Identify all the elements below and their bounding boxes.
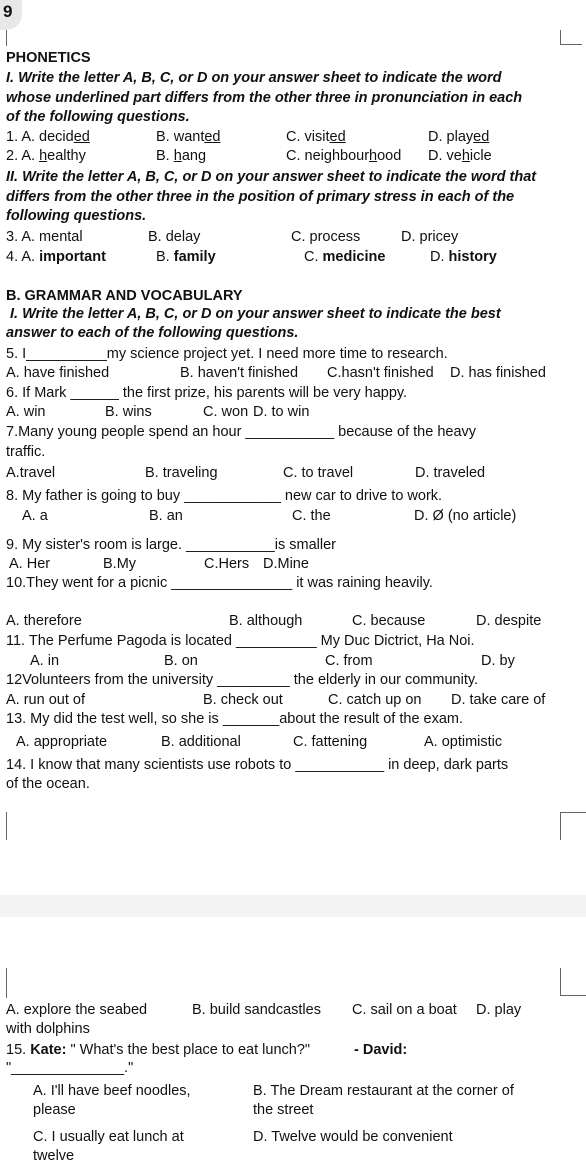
instruction-line: following questions. — [6, 208, 147, 224]
q15-option-a-cont: please — [33, 1102, 76, 1118]
q12-option-b: B. check out — [203, 692, 283, 708]
q5-option-c: C.hasn't finished — [327, 365, 434, 381]
q3-option-d: D. pricey — [401, 229, 459, 245]
instruction-line: I. Write the letter A, B, C, or D on your answer sheet to indicate the best — [6, 306, 501, 322]
q6-option-a: A. win — [6, 404, 46, 420]
q4-option-c: C. medicine — [304, 249, 386, 265]
q8-option-a: A. a — [22, 508, 48, 524]
instruction-line: I. Write the letter A, B, C, or D on your answer sheet to indicate the word — [6, 70, 502, 86]
q14-stem: 14. I know that many scientists use robots to ___________ in deep, dark parts — [6, 757, 509, 773]
instruction-line: differs from the other three in the position of primary stress in each of the — [6, 189, 515, 205]
q1-option-b: B. wanted — [156, 129, 221, 145]
q9-option-b: B.My — [103, 556, 137, 572]
q15-option-c: C. I usually eat lunch at — [33, 1129, 184, 1145]
q2-option-a: 2. A. healthy — [6, 148, 86, 164]
q5-option-b: B. haven't finished — [180, 365, 299, 381]
q15-blank: "______________." — [6, 1060, 134, 1076]
q12-option-d: D. take care of — [451, 692, 546, 708]
q12-option-c: C. catch up on — [328, 692, 422, 708]
q14-option-b: B. build sandcastles — [192, 1002, 321, 1018]
q9-option-c: C.Hers — [204, 556, 250, 572]
q14-option-a: A. explore the seabed — [6, 1002, 148, 1018]
q8-stem: 8. My father is going to buy ____________ new car to drive to work. — [6, 488, 443, 504]
q10-option-a: A. therefore — [6, 613, 82, 629]
instruction-line: whose underlined part differs from the other three in pronunciation in each — [6, 90, 523, 106]
q9-option-a: A. Her — [9, 556, 51, 572]
q11-stem: 11. The Perfume Pagoda is located __________ My Duc Dictrict, Ha Noi. — [6, 633, 475, 649]
q4-option-d: D. history — [430, 249, 497, 265]
q1-option-a: 1. A. decided — [6, 129, 90, 145]
q2-option-d: D. vehicle — [428, 148, 492, 164]
q2-option-c: C. neighbourhood — [286, 148, 402, 164]
q6-option-c: C. won — [203, 404, 249, 420]
instruction-line: answer to each of the following questions. — [6, 325, 299, 341]
q6-option-d: D. to win — [253, 404, 310, 420]
q1-option-d: D. played — [428, 129, 490, 145]
q15-reply: - David: — [354, 1042, 408, 1058]
instruction-line: II. Write the letter A, B, C, or D on your answer sheet to indicate the word that — [6, 169, 537, 185]
q5-option-d: D. has finished — [450, 365, 546, 381]
q7-option-d: D. traveled — [415, 465, 486, 481]
q14-option-d: D. play — [476, 1002, 522, 1018]
q5-stem: 5. I__________my science project yet. I need more time to research. — [6, 346, 448, 362]
q10-option-c: C. because — [352, 613, 426, 629]
q15-option-c-cont: twelve — [33, 1148, 75, 1164]
q8-option-c: C. the — [292, 508, 331, 524]
q13-stem: 13. My did the test well, so she is _______about the result of the exam. — [6, 711, 464, 727]
q15-option-b-cont: the street — [253, 1102, 314, 1118]
q10-option-b: B. although — [229, 613, 303, 629]
q11-option-a: A. in — [30, 653, 60, 669]
crop-mark-top-left — [6, 30, 7, 46]
crop-mark-top-right — [560, 30, 582, 45]
q8-option-b: B. an — [149, 508, 183, 524]
q7-option-c: C. to travel — [283, 465, 354, 481]
page-break — [0, 895, 586, 917]
q13-option-a: A. appropriate — [16, 734, 108, 750]
q11-option-b: B. on — [164, 653, 198, 669]
q5-option-a: A. have finished — [6, 365, 110, 381]
crop-mark-mid-left — [6, 812, 7, 840]
instruction-line: of the following questions. — [6, 109, 190, 125]
q9-option-d: D.Mine — [263, 556, 309, 572]
q11-option-d: D. by — [481, 653, 515, 669]
q1-option-c: C. visited — [286, 129, 346, 145]
q12-stem: 12Volunteers from the university _________ the elderly in our community. — [6, 672, 479, 688]
q15-stem: 15. Kate: " What's the best place to eat lunch?" — [6, 1042, 311, 1058]
q14-option-c: C. sail on a boat — [352, 1002, 457, 1018]
q13-option-d: A. optimistic — [424, 734, 503, 750]
section-title-phonetics: PHONETICS — [6, 50, 91, 66]
q7-option-a: A.travel — [6, 465, 56, 481]
q10-stem: 10.They went for a picnic _______________ it was raining heavily. — [6, 575, 433, 591]
q3-option-c: C. process — [291, 229, 361, 245]
q12-option-a: A. run out of — [6, 692, 85, 708]
q8-option-d: D. Ø (no article) — [414, 508, 517, 524]
q9-stem: 9. My sister's room is large. ___________is smaller — [6, 537, 336, 553]
q6-option-b: B. wins — [105, 404, 152, 420]
q4-option-a: 4. A. important — [6, 249, 106, 265]
q4-option-b: B. family — [156, 249, 216, 265]
q15-option-d: D. Twelve would be convenient — [253, 1129, 453, 1145]
q7-stem-cont: traffic. — [6, 444, 46, 460]
crop-mark-low-left — [6, 968, 7, 998]
q2-option-b: B. hang — [156, 148, 207, 164]
q3-option-a: 3. A. mental — [6, 229, 83, 245]
section-title-grammar: B. GRAMMAR AND VOCABULARY — [6, 288, 243, 304]
q6-stem: 6. If Mark ______ the first prize, his parents will be very happy. — [6, 385, 408, 401]
q15-option-b: B. The Dream restaurant at the corner of — [253, 1083, 514, 1099]
page-number: 9 — [3, 2, 13, 21]
q14-stem-cont: of the ocean. — [6, 776, 90, 792]
crop-mark-mid-right — [560, 812, 586, 840]
crop-mark-low-right — [560, 968, 586, 996]
q3-option-b: B. delay — [148, 229, 201, 245]
q10-option-d: D. despite — [476, 613, 542, 629]
q13-option-c: C. fattening — [293, 734, 368, 750]
q7-stem: 7.Many young people spend an hour ___________ because of the heavy — [6, 424, 477, 440]
q15-option-a: A. I'll have beef noodles, — [33, 1083, 191, 1099]
page-number-tab — [0, 0, 22, 30]
q13-option-b: B. additional — [161, 734, 241, 750]
q7-option-b: B. traveling — [145, 465, 218, 481]
q11-option-c: C. from — [325, 653, 373, 669]
q14-option-d-cont: with dolphins — [6, 1021, 90, 1037]
